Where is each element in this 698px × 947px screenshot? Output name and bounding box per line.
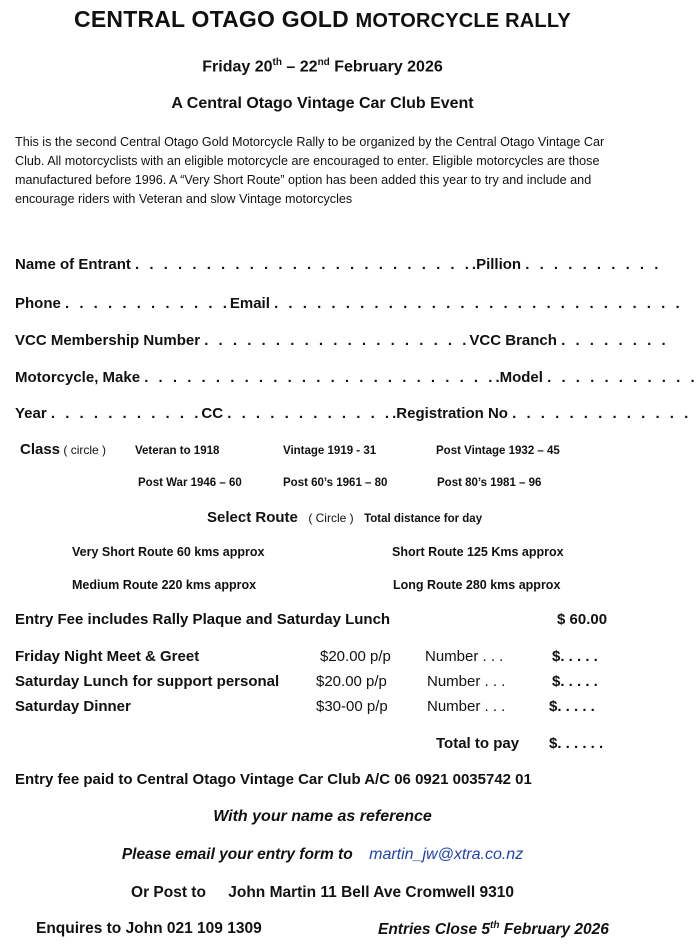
year-label: Year (15, 405, 47, 422)
class-option-post-60s[interactable]: Post 60’s 1961 – 80 (283, 477, 388, 489)
make-field[interactable]: . . . . . . . . . . . . . . . . . . . . . . . . . (144, 369, 496, 386)
route-label: Select Route (207, 509, 298, 526)
page-title (0, 6, 645, 33)
fee-row-price: $20.00 p/p (316, 673, 387, 690)
phone-row (15, 295, 683, 312)
class-option-post-vintage[interactable]: Post Vintage 1932 – 45 (436, 445, 560, 457)
cc-label: CC (201, 405, 224, 422)
route-option-very-short[interactable]: Very Short Route 60 kms approx (72, 545, 265, 559)
date-start: Friday 20 (202, 58, 273, 76)
entry-fee-label: Entry Fee includes Rally Plaque and Saturday Lunch (15, 611, 391, 628)
route-note: Total distance for day (364, 513, 483, 525)
title-small: MOTORCYCLE RALLY (355, 10, 571, 32)
route-option-long[interactable]: Long Route 280 kms approx (393, 578, 561, 592)
entries-close-suffix: th (490, 920, 500, 931)
route-option-medium[interactable]: Medium Route 220 kms approx (72, 578, 257, 592)
page-subtitle: A Central Otago Vintage Car Club Event (171, 95, 474, 112)
fee-row-number-field[interactable]: Number . . . (425, 648, 504, 665)
total-label: Total to pay (436, 735, 520, 752)
class-label: Class (20, 441, 61, 458)
vcc-number-field[interactable]: . . . . . . . . . . . . . . . . . . . (204, 332, 470, 349)
fee-row-total-field[interactable]: $. . . . . (552, 673, 598, 690)
vcc-branch-field[interactable]: . . . . . . . . (561, 332, 669, 349)
fee-row-total-field[interactable]: $. . . . . (549, 698, 595, 715)
route-hint: ( Circle ) (308, 511, 354, 525)
rego-label: .Registration No (392, 405, 508, 422)
class-option-post-80s[interactable]: Post 80’s 1981 – 96 (437, 477, 542, 489)
date-end-suffix: nd (317, 57, 330, 68)
pillion-field[interactable]: . . . . . . . . . . (525, 256, 662, 273)
entries-close-line (378, 920, 609, 939)
class-heading (20, 441, 106, 458)
fee-row-label: Friday Night Meet & Greet (15, 648, 200, 665)
motorcycle-row (15, 369, 698, 386)
date-end: – 22 (281, 58, 318, 76)
post-prefix: Or Post to (131, 884, 206, 901)
reference-line: With your name as reference (213, 808, 432, 825)
entrant-row (15, 256, 661, 273)
class-option-post-war[interactable]: Post War 1946 – 60 (138, 477, 242, 489)
entrant-field[interactable]: . . . . . . . . . . . . . . . . . . . . . . . . (135, 256, 472, 273)
email-line (0, 846, 645, 864)
post-address: John Martin 11 Bell Ave Cromwell 9310 (228, 884, 514, 901)
cc-field[interactable]: . . . . . . . . . . . . (227, 405, 393, 422)
year-row (15, 405, 691, 422)
date-start-suffix: th (272, 57, 282, 68)
bank-account-line: Entry fee paid to Central Otago Vintage Car Club A/C 06 0921 0035742 01 (15, 771, 532, 788)
email-link[interactable]: martin_jw@xtra.co.nz (369, 846, 524, 863)
vcc-row (15, 332, 669, 349)
enquiries-line: Enquires to John 021 109 1309 (36, 920, 262, 937)
fee-row-number-field[interactable]: Number . . . (427, 698, 506, 715)
fee-row-total-field[interactable]: $. . . . . (552, 648, 598, 665)
intro-paragraph: This is the second Central Otago Gold Motorcycle Rally to be organized by the Central Otago Vintage Car Club. All motorcyclists with an eligible motorcycle are encouraged to enter. Eligible motorcycles are those manufactured before 1996. A “Very Short Route” option has been added this year to try and include and encourage riders with Veteran and slow Vintage motorcycles (15, 135, 605, 206)
vcc-number-label: VCC Membership Number (15, 332, 201, 349)
rego-field[interactable]: . . . . . . . . . . . . . (512, 405, 692, 422)
class-hint: ( circle ) (60, 443, 107, 457)
pillion-label: .Pillion (471, 256, 522, 273)
model-field[interactable]: . . . . . . . . . . . (547, 369, 698, 386)
entries-close-text: Entries Close 5 (378, 921, 490, 939)
entry-fee-amount: $ 60.00 (557, 611, 608, 628)
fee-row-price: $30-00 p/p (316, 698, 388, 715)
event-date (0, 57, 645, 76)
model-label: .Model (495, 369, 543, 386)
class-option-veteran[interactable]: Veteran to 1918 (135, 445, 220, 457)
vcc-branch-label: VCC Branch (469, 332, 557, 349)
phone-label: Phone (15, 295, 61, 312)
phone-field[interactable]: . . . . . . . . . . . . (65, 295, 230, 312)
email-label: Email (229, 295, 270, 312)
fee-row-label: Saturday Lunch for support personal (15, 673, 280, 690)
title-main: CENTRAL OTAGO GOLD (74, 6, 356, 32)
class-option-vintage[interactable]: Vintage 1919 - 31 (283, 445, 377, 457)
year-field[interactable]: . . . . . . . . . . . (50, 405, 202, 422)
route-heading (207, 509, 482, 527)
date-month: February 2026 (329, 58, 443, 76)
fee-row-price: $20.00 p/p (320, 648, 391, 665)
entries-close-date: February 2026 (499, 921, 609, 939)
email-prompt: Please email your entry form to (121, 846, 353, 863)
fee-row-label: Saturday Dinner (15, 698, 131, 715)
route-option-short[interactable]: Short Route 125 Kms approx (392, 545, 564, 559)
post-line (0, 884, 645, 902)
entrant-label: Name of Entrant (15, 256, 131, 273)
total-field[interactable]: $. . . . . . (549, 735, 604, 752)
make-label: Motorcycle, Make (15, 369, 141, 386)
email-field[interactable]: . . . . . . . . . . . . . . . . . . . . . . . . . . . . . (274, 295, 683, 312)
fee-row-number-field[interactable]: Number . . . (427, 673, 506, 690)
